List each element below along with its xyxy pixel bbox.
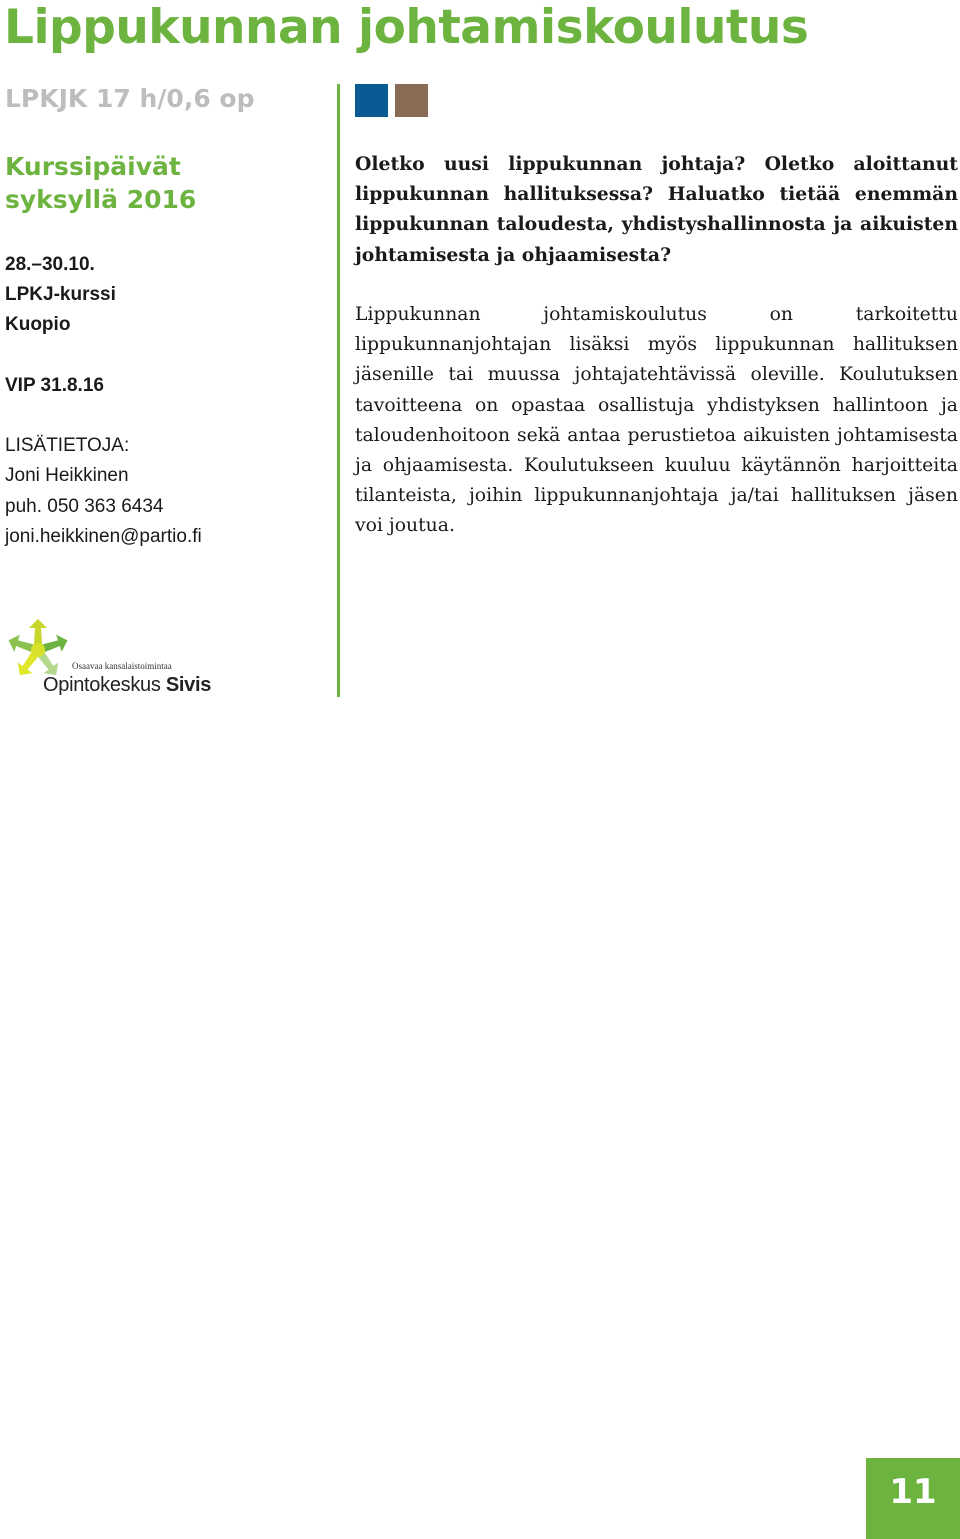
- logo-name-part1: Opintokeskus: [43, 674, 161, 696]
- logo-name: [43, 674, 211, 697]
- info-label: LISÄTIETOJA:: [5, 435, 130, 457]
- logo-name-part2: Sivis: [165, 674, 212, 696]
- contact-email[interactable]: joni.heikkinen@partio.fi: [5, 525, 202, 547]
- body-paragraph: Lippukunnan johtamiskoulutus on tarkoitettu lippukunnanjohtajan lisäksi myös lippukunnan hallituksen jäsenille tai muussa johtajatehtävissä oleville. Koulutuksen tavoitteena on opastaa osallistuja yhdistyksen hallintoon ja taloudenhoitoon sekä antaa perustietoa aikuisten johtamisesta ja ohjaamisesta. Koulutukseen kuuluu käytännön harjoitteita tilanteista, joihin lippukunnanjohtaja ja/tai hallituksen jäsen voi joutua.: [355, 304, 958, 537]
- course-location: Kuopio: [5, 314, 71, 336]
- brown-square-marker: [395, 84, 428, 117]
- page-number: 11: [889, 1472, 937, 1512]
- column-divider: [337, 84, 340, 697]
- opintokeskus-sivis-logo: [6, 618, 212, 703]
- sivis-star-logo-icon: [6, 618, 70, 682]
- course-date: 28.–30.10.: [5, 254, 95, 275]
- course-info-sidebar: [5, 250, 325, 552]
- contact-phone: puh. 050 363 6434: [5, 495, 164, 517]
- course-description: [355, 149, 958, 542]
- course-dates-heading-line2: syksyllä 2016: [5, 185, 197, 214]
- logo-tagline: Osaavaa kansalaistoimintaa: [72, 661, 172, 671]
- blue-square-marker: [355, 84, 388, 117]
- course-dates-heading: [5, 150, 325, 216]
- contact-name: Joni Heikkinen: [5, 465, 129, 487]
- registration-deadline: VIP 31.8.16: [5, 374, 104, 396]
- lead-paragraph: Oletko uusi lippukunnan johtaja? Oletko aloittanut lippukunnan hallituksessa? Haluatko tietää enemmän lippukunnan taloudesta, yhdistyshallinnosta ja aikuisten johtamisesta ja ohjaamisesta?: [355, 153, 958, 266]
- page-title: Lippukunnan johtamiskoulutus: [4, 0, 809, 55]
- page-number-box: [866, 1458, 960, 1539]
- course-code: LPKJK 17 h/0,6 op: [5, 84, 255, 113]
- course-dates-heading-line1: Kurssipäivät: [5, 152, 181, 181]
- course-name: LPKJ-kurssi: [5, 284, 116, 306]
